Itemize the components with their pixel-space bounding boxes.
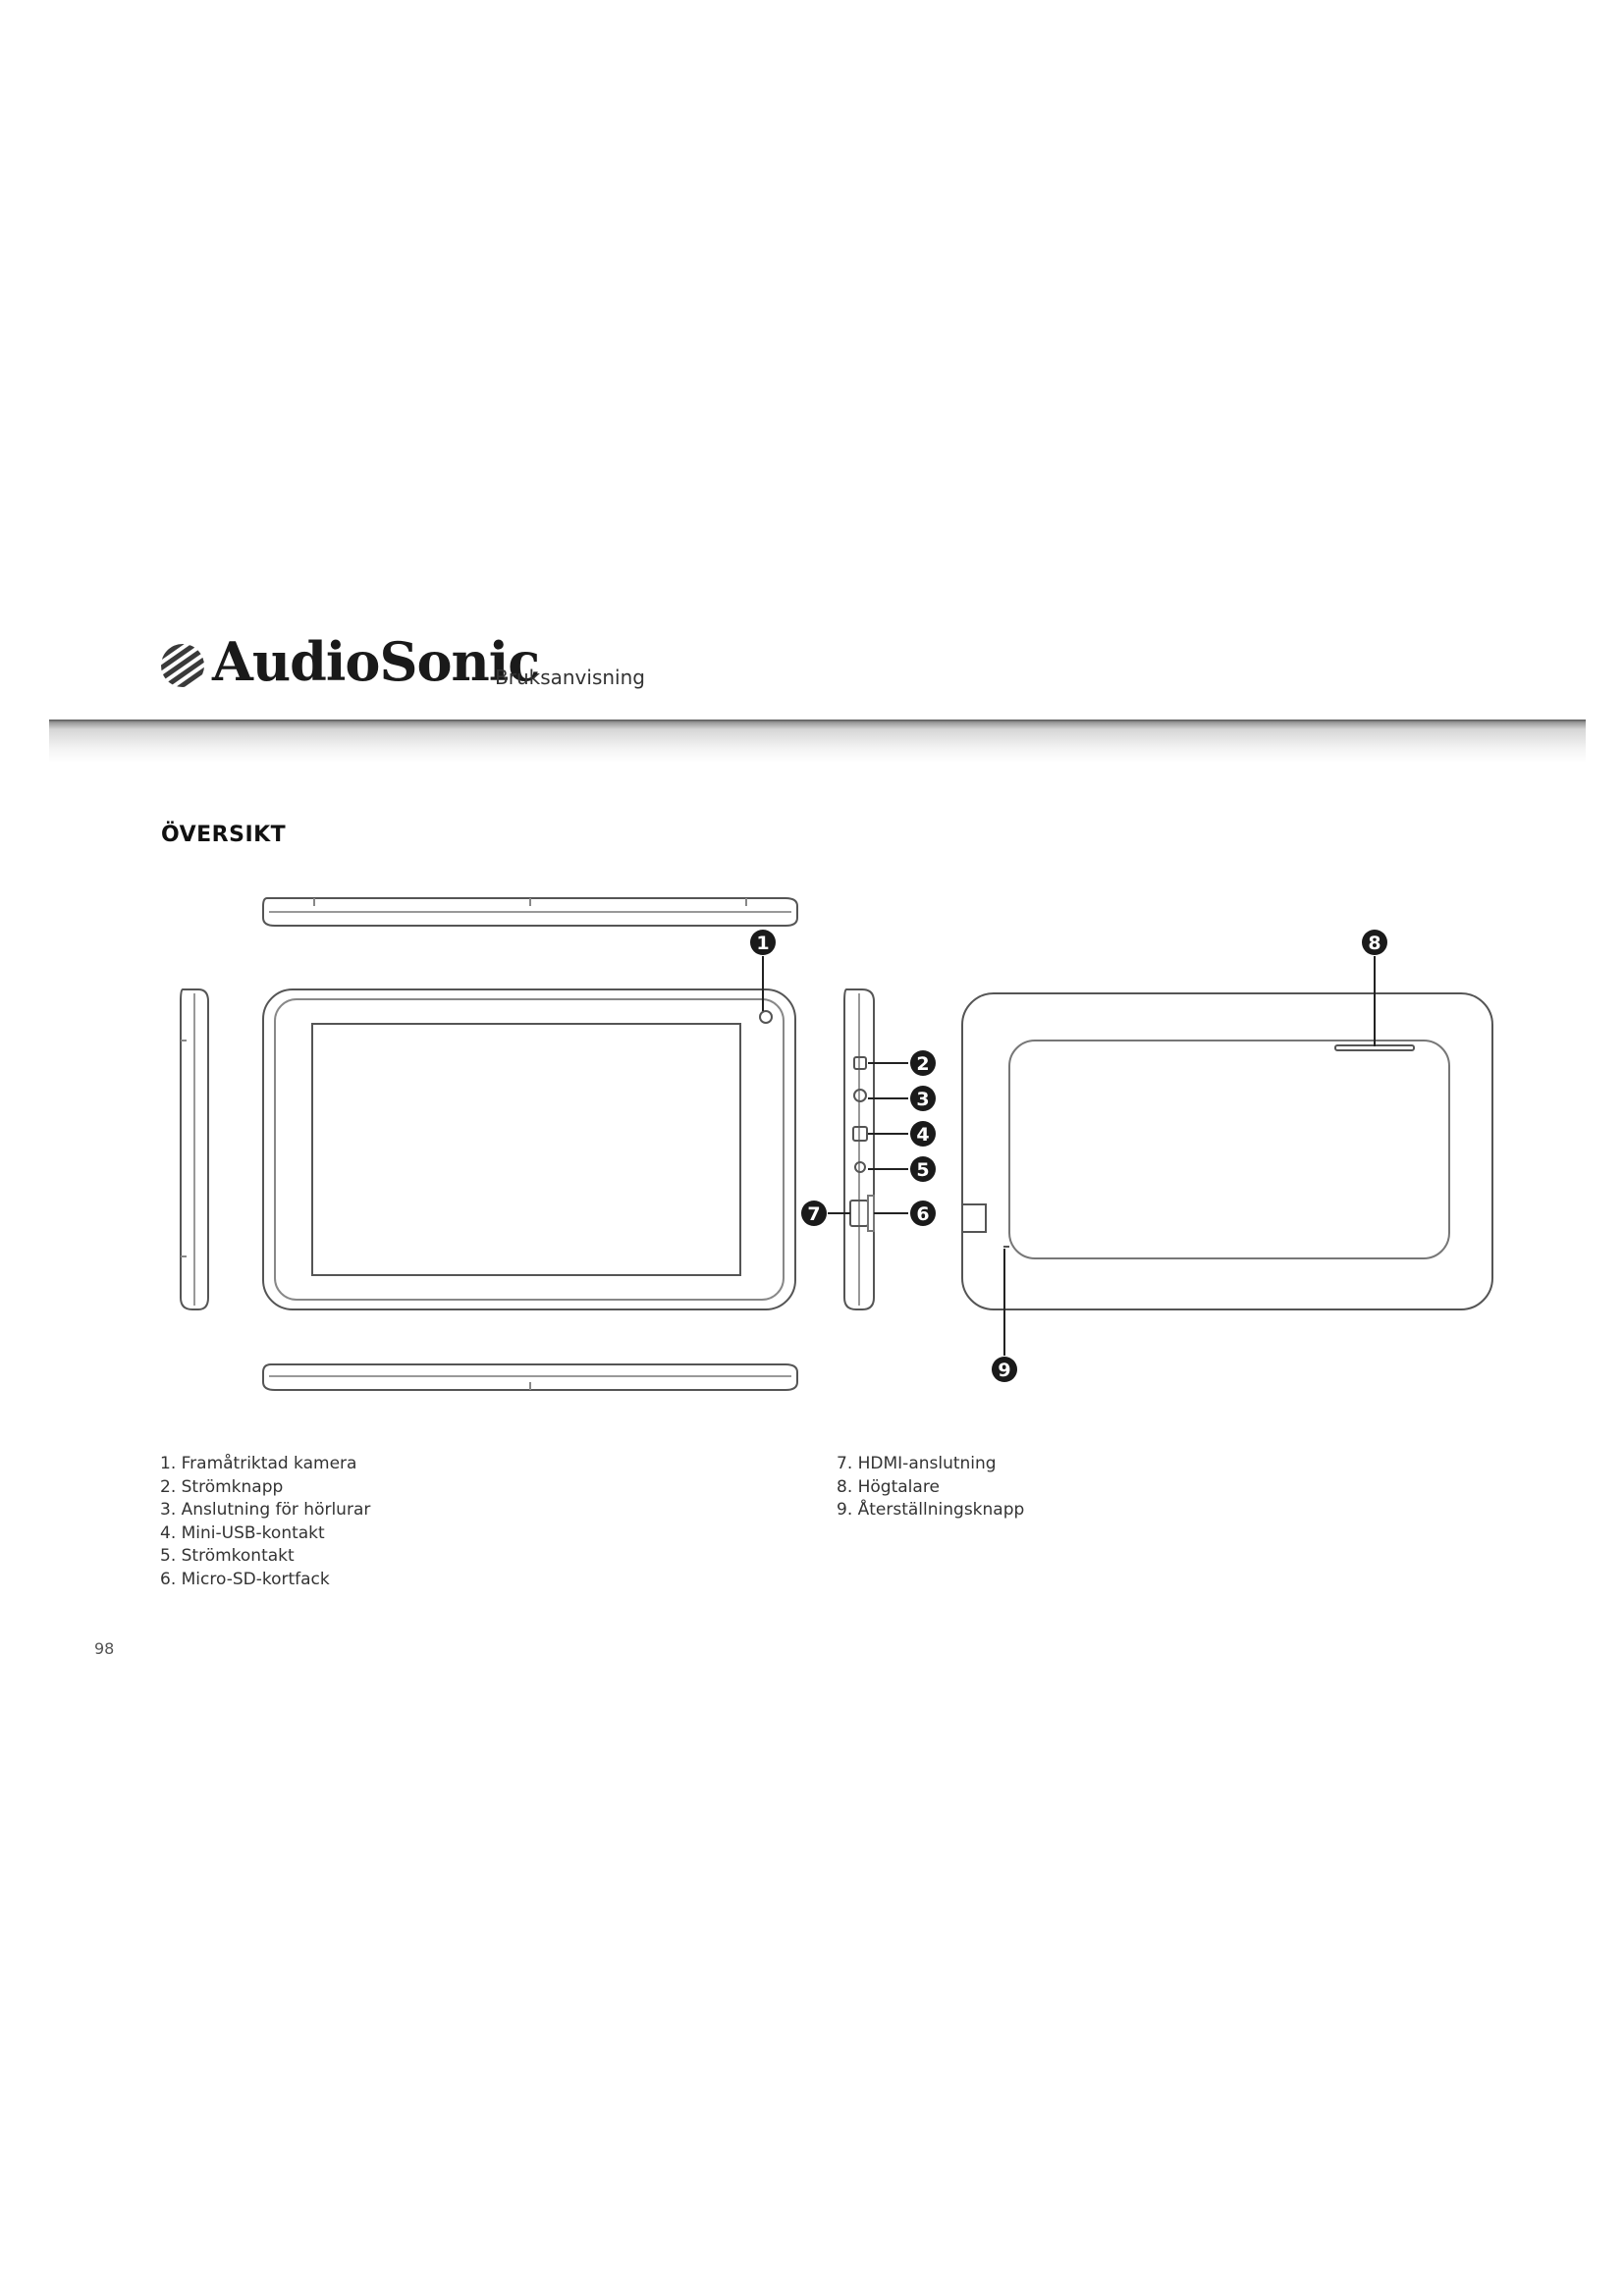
svg-text:7: 7 xyxy=(807,1203,821,1225)
callout-badge-9 xyxy=(992,1357,1017,1382)
svg-text:4: 4 xyxy=(916,1124,930,1146)
tablet-back-view xyxy=(962,993,1492,1309)
callout-badge-4 xyxy=(910,1121,936,1147)
svg-text:6: 6 xyxy=(916,1203,930,1225)
callout-badge-6 xyxy=(910,1201,936,1226)
back-hdmi-port xyxy=(962,1204,986,1232)
legend-list-right xyxy=(837,1453,1024,1522)
callout-badge-7 xyxy=(801,1201,827,1226)
svg-text:9: 9 xyxy=(998,1360,1011,1381)
document-subtitle: Bruksanvisning xyxy=(495,666,645,689)
page-header xyxy=(157,630,1434,697)
header-rule xyxy=(49,720,1586,763)
micro-sd-slot xyxy=(868,1196,874,1231)
page-number: 98 xyxy=(94,1639,115,1658)
callout-badge-2 xyxy=(910,1050,936,1076)
section-title: ÖVERSIKT xyxy=(161,823,287,847)
legend-item: 3. Anslutning för hörlurar xyxy=(160,1500,371,1520)
legend-item: 4. Mini-USB-kontakt xyxy=(160,1522,325,1543)
legend-item: 9. Återställningsknapp xyxy=(837,1500,1025,1520)
svg-text:5: 5 xyxy=(916,1159,930,1181)
brand-logo-icon xyxy=(157,642,212,689)
tablet-bottom-edge-view xyxy=(263,1364,797,1390)
tablet-top-edge-view xyxy=(263,898,797,926)
svg-text:8: 8 xyxy=(1368,933,1381,954)
legend-item: 8. Högtalare xyxy=(837,1476,940,1497)
svg-text:3: 3 xyxy=(916,1089,930,1110)
legend-item: 1. Framåtriktad kamera xyxy=(160,1454,357,1473)
svg-text:2: 2 xyxy=(916,1053,930,1075)
tablet-right-side-view xyxy=(844,989,874,1309)
tablet-overview-diagram xyxy=(0,874,1624,1404)
legend-item: 2. Strömknapp xyxy=(160,1476,284,1497)
legend-item: 7. HDMI-anslutning xyxy=(837,1454,997,1473)
legend-item: 5. Strömkontakt xyxy=(160,1546,295,1566)
legend-item: 6. Micro-SD-kortfack xyxy=(160,1569,330,1589)
callout-badge-1 xyxy=(750,930,776,955)
tablet-left-side-view xyxy=(181,989,208,1309)
callout-badge-3 xyxy=(910,1086,936,1111)
legend-list-left xyxy=(160,1453,370,1591)
callout-badge-8 xyxy=(1362,930,1387,955)
callout-badge-5 xyxy=(910,1156,936,1182)
brand-name: AudioSonic xyxy=(212,630,540,693)
svg-text:1: 1 xyxy=(756,933,770,954)
front-camera-icon xyxy=(760,1011,772,1023)
tablet-front-view xyxy=(263,989,795,1309)
